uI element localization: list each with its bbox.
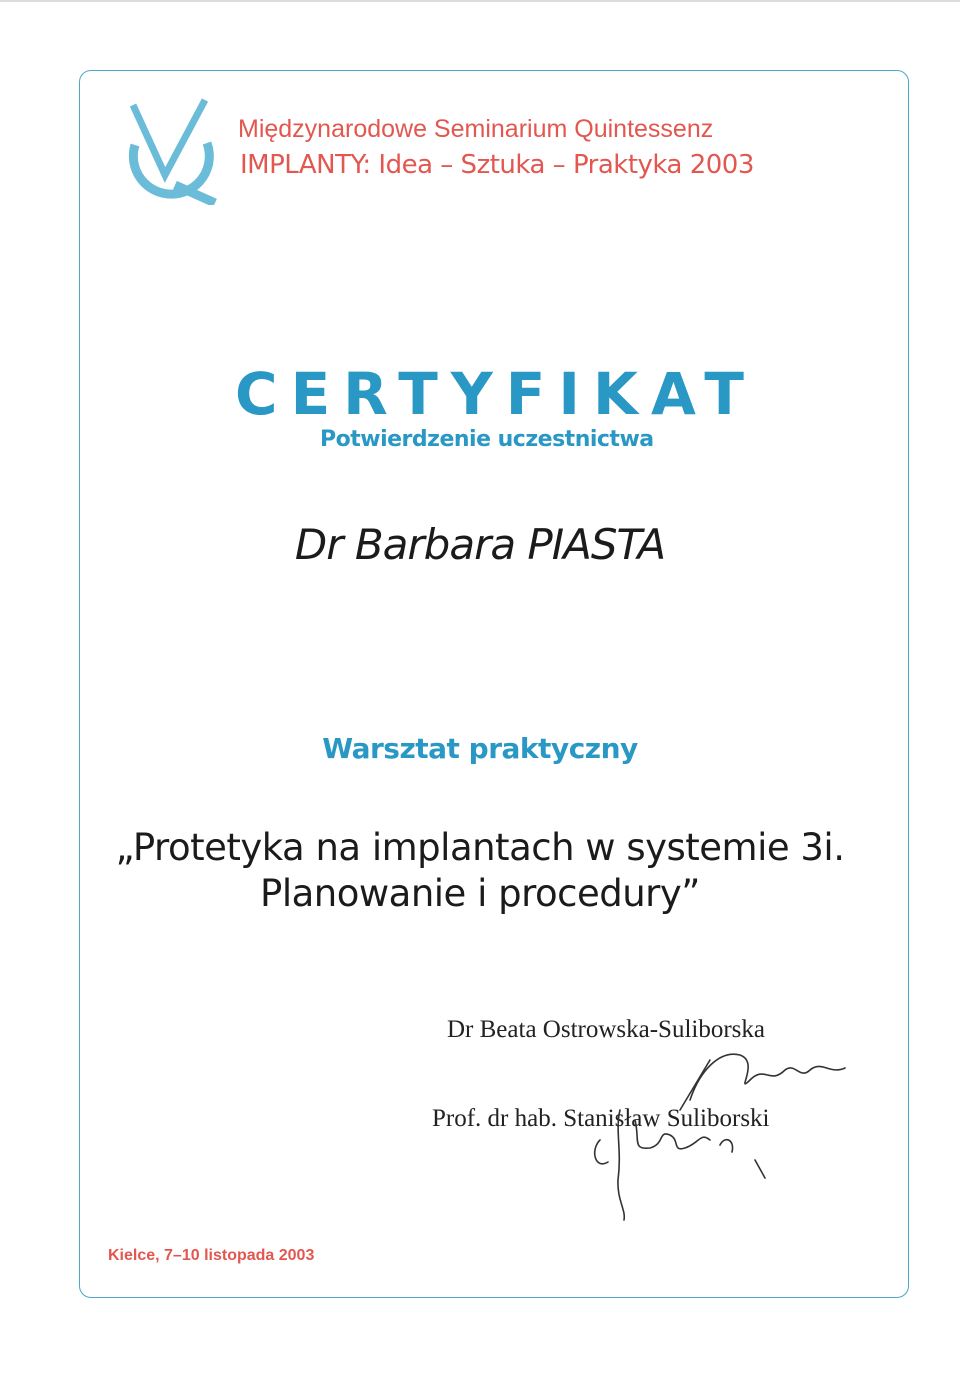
certificate-title: CERTYFIKAT [235,360,757,428]
recipient-name: Dr Barbara PIASTA [294,520,666,569]
scan-edge [0,0,960,2]
workshop-label: Warsztat praktyczny [322,732,638,765]
signatory-1: Dr Beata Ostrowska-Suliborska [447,1016,765,1043]
place-and-date: Kielce, 7–10 listopada 2003 [108,1247,315,1264]
workshop-topic-line-2: Planowanie i procedury” [260,872,700,915]
signatory-2: Prof. dr hab. Stanisław Suliborski [432,1105,770,1132]
quintessenz-logo-icon [115,95,225,205]
certificate-subtitle: Potwierdzenie uczestnictwa [320,427,654,452]
handwritten-signature-icon [560,1040,880,1230]
event-title: IMPLANTY: Idea – Sztuka – Praktyka 2003 [240,150,754,180]
workshop-topic-line-1: „Protetyka na implantach w systemie 3i. [115,826,845,869]
organizer-title: Międzynarodowe Seminarium Quintessenz [238,115,714,143]
